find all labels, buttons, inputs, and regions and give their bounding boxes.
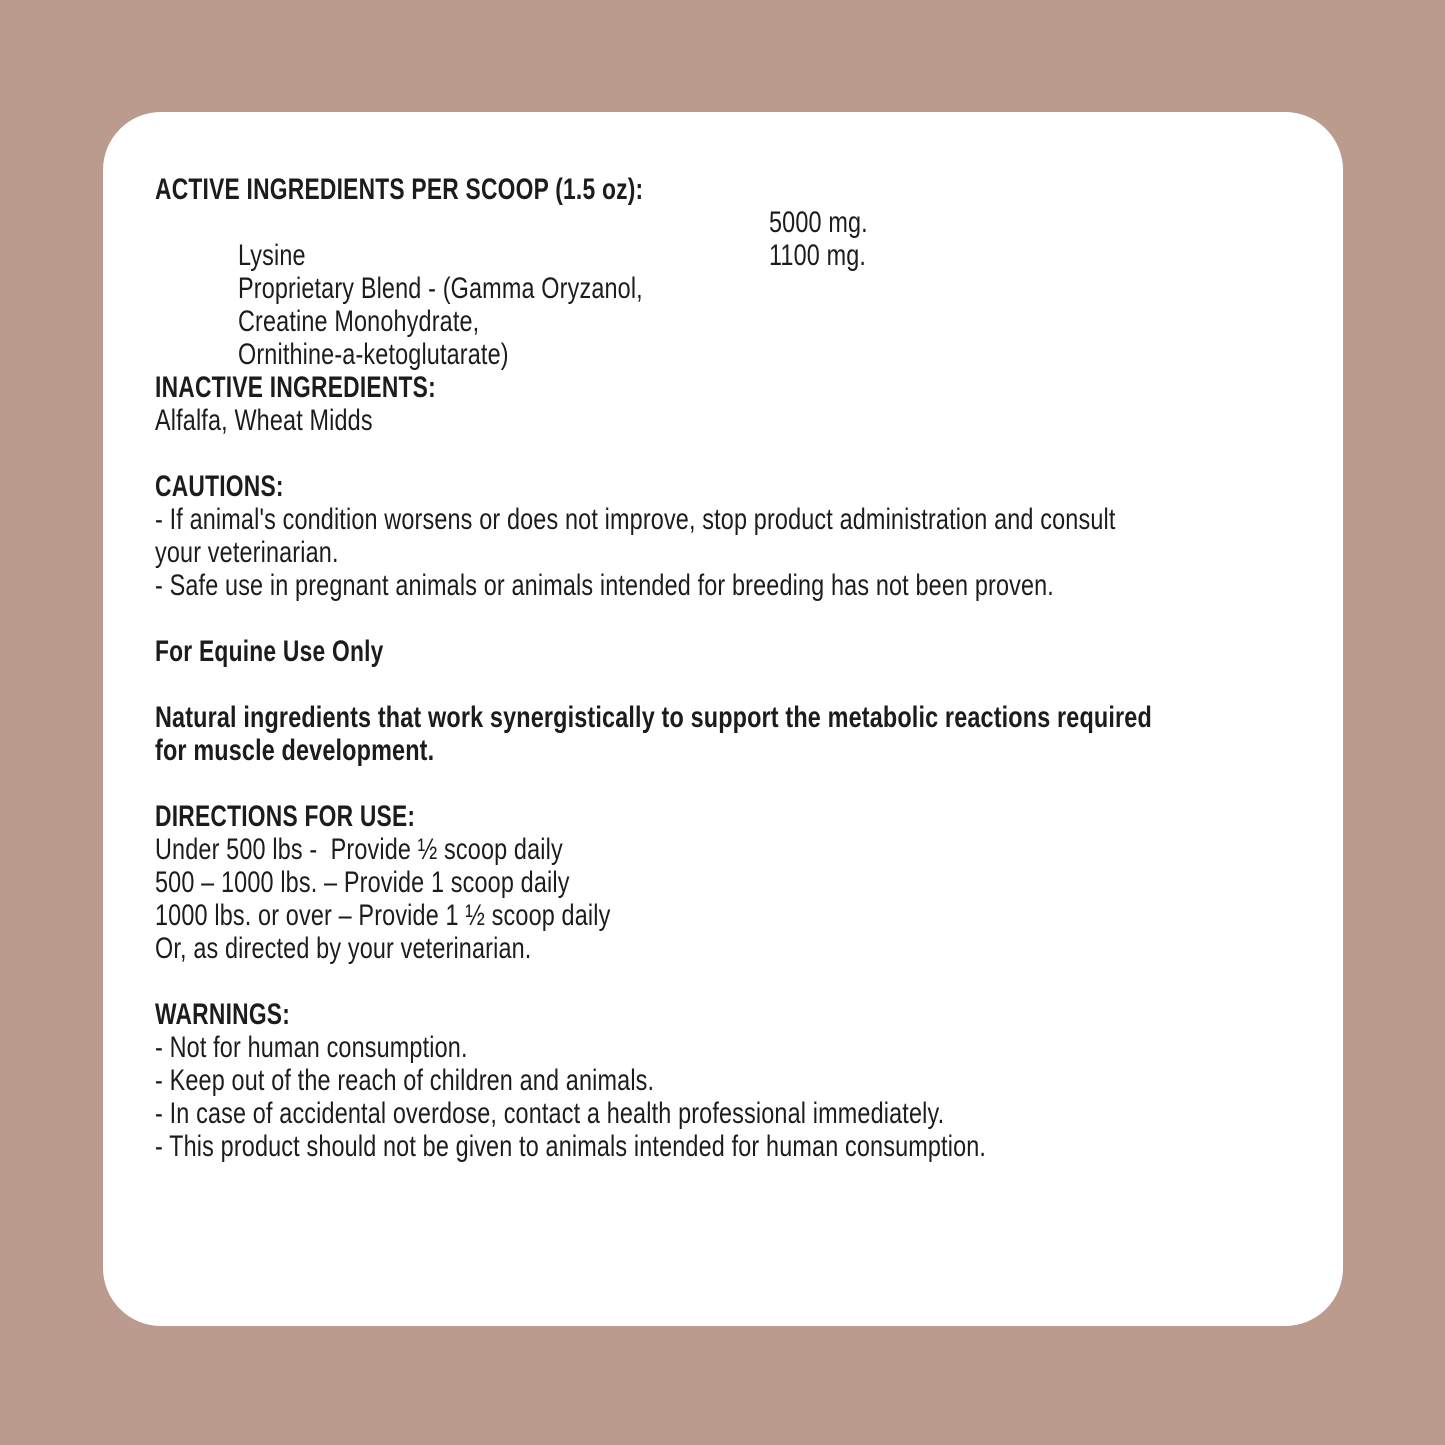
description-line: [155, 701, 1333, 734]
label-line: [155, 503, 1333, 536]
section-heading: [155, 470, 1333, 503]
label-line: [155, 833, 1333, 866]
label-line-text: 500 – 1000 lbs. – Provide 1 scoop daily: [155, 866, 570, 899]
ingredient-name: Proprietary Blend - (Gamma Oryzanol,: [238, 272, 644, 305]
section-heading-text: WARNINGS:: [155, 998, 291, 1031]
section-heading-text: DIRECTIONS FOR USE:: [155, 800, 416, 833]
ingredient-name: Creatine Monohydrate,: [238, 305, 480, 338]
section-cautions: [155, 470, 1333, 602]
ingredient-row: [155, 272, 1333, 338]
section-directions: [155, 800, 1333, 965]
ingredient-amount: 1100 mg.: [769, 239, 867, 272]
label-line: [155, 1097, 1333, 1130]
section-gap: [155, 965, 1333, 998]
label-content: [155, 173, 1333, 1163]
section-heading-text: INACTIVE INGREDIENTS:: [155, 371, 436, 404]
label-line: [155, 536, 1333, 569]
label-line-text: your veterinarian.: [155, 536, 339, 569]
description-line: [155, 734, 1333, 767]
section-description: [155, 701, 1333, 767]
label-line: [155, 404, 1333, 437]
label-line-text: - If animal's condition worsens or does not improve, stop product administration and consult: [155, 503, 1116, 536]
equine-use-text: For Equine Use Only: [155, 635, 384, 668]
label-line-text: Alfalfa, Wheat Midds: [155, 404, 373, 437]
label-line-text: - In case of accidental overdose, contact a health professional immediately.: [155, 1097, 945, 1130]
label-line-text: Under 500 lbs - Provide ½ scoop daily: [155, 833, 563, 866]
section-gap: [155, 767, 1333, 800]
section-gap: [155, 668, 1333, 701]
label-line-text: 1000 lbs. or over – Provide 1 ½ scoop daily: [155, 899, 611, 932]
label-card: [103, 112, 1343, 1326]
section-equine-use: [155, 635, 1333, 668]
ingredient-amount: 5000 mg.: [769, 206, 868, 239]
section-heading: [155, 800, 1333, 833]
label-line-text: Or, as directed by your veterinarian.: [155, 932, 532, 965]
section-heading-text: ACTIVE INGREDIENTS PER SCOOP (1.5 oz):: [155, 173, 644, 206]
equine-use-statement: [155, 635, 1333, 668]
ingredient-name: Ornithine-a-ketoglutarate): [238, 338, 510, 371]
section-warnings: [155, 998, 1333, 1163]
section-inactive-ingredients: [155, 371, 1333, 437]
label-line: [155, 1064, 1333, 1097]
section-heading-text: CAUTIONS:: [155, 470, 284, 503]
label-line-text: - Keep out of the reach of children and animals.: [155, 1064, 655, 1097]
label-line: [155, 866, 1333, 899]
label-line: [155, 932, 1333, 965]
description-text: Natural ingredients that work synergistically to support the metabolic reactions required: [155, 701, 1152, 734]
label-line-text: - Not for human consumption.: [155, 1031, 468, 1064]
section-active-ingredients: [155, 173, 1333, 371]
section-heading: [155, 998, 1333, 1031]
section-heading: [155, 371, 1333, 404]
section-gap: [155, 437, 1333, 470]
section-heading: [155, 173, 1333, 206]
label-line: [155, 1031, 1333, 1064]
label-line-text: - This product should not be given to animals intended for human consumption.: [155, 1130, 987, 1163]
description-text: for muscle development.: [155, 734, 435, 767]
label-line-text: - Safe use in pregnant animals or animals intended for breeding has not been proven.: [155, 569, 1054, 602]
label-line: [155, 899, 1333, 932]
ingredient-name: Lysine: [238, 239, 307, 272]
section-gap: [155, 602, 1333, 635]
ingredient-row: [155, 305, 1333, 371]
label-line: [155, 569, 1333, 602]
ingredient-row: [155, 239, 1333, 305]
label-line: [155, 1130, 1333, 1163]
